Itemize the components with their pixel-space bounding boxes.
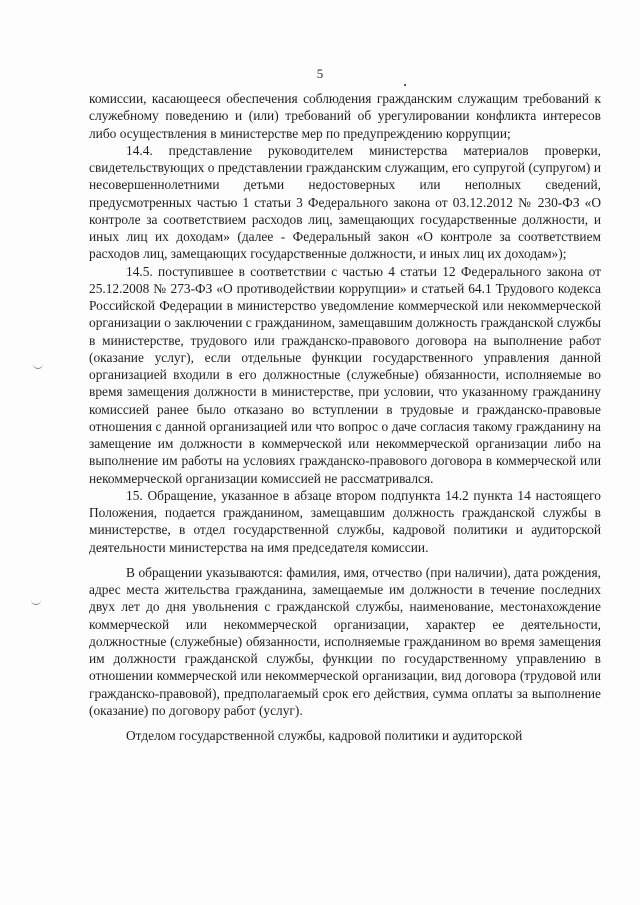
paragraph: 15. Обращение, указанное в абзаце втором подпункта 14.2 пункта 14 настоящего Положения, подается гражданином, замещавшим должность гражданской службы в министерстве, в отдел государственной службы, кадровой политики и аудиторской деятельности министерства на имя председателя комиссии.: [89, 487, 601, 555]
paragraph: 14.4. представление руководителем министерства материалов проверки, свидетельствующих о представлении гражданским служащим, его супругой (супругом) и несовершеннолетними детьми недостоверных или неполных сведений, предусмотренных частью 1 статьи 3 Федерального закона от 03.12.2012 № 230-ФЗ «О контроле за соответствием расходов лиц, замещающих государственные должности, и иных лиц их доходам» (далее - Федеральный закон «О контроле за соответствием расходов лиц, замещающих государственные должности, и иных лиц их доходам»);: [89, 142, 601, 262]
scan-speck: [404, 84, 406, 86]
paragraph: Отделом государственной службы, кадровой политики и аудиторской: [126, 728, 523, 743]
margin-mark: [33, 362, 43, 369]
paragraph: В обращении указываются: фамилия, имя, отчество (при наличии), дата рождения, адрес места жительства гражданина, замещаемые им должности в течение последних двух лет до дня увольнения с гражданской службы, наименование, местонахождение коммерческой или некоммерческой организации, характер ее деятельности, должностные (служебные) обязанности, исполняемые гражданином во время замещения им должности гражданской службы, функции по государственному управлению в отношении коммерческой или некоммерческой организации, вид договора (трудовой или гражданско-правовой), предполагаемый срок его действия, сумма оплаты за выполнение (оказание) по договору работ (услуг).: [89, 564, 601, 718]
document-body: [89, 90, 601, 744]
margin-mark: [31, 598, 41, 605]
paragraph: комиссии, касающееся обеспечения соблюдения гражданским служащим требований к служебному поведению и (или) требований об урегулировании конфликта интересов либо осуществления в министерстве мер по предупреждению коррупции;: [89, 91, 601, 141]
paragraph: 14.5. поступившее в соответствии с частью 4 статьи 12 Федерального закона от 25.12.2008 № 273-ФЗ «О противодействии коррупции» и статьей 64.1 Трудового кодекса Российской Федерации в министерство уведомление коммерческой или некоммерческой организации о заключении с гражданином, замещавшим должность гражданской службы в министерстве, трудового или гражданско-правового договора на выполнение работ (оказание услуг), если отдельные функции государственного управления данной организацией входили в его должностные (служебные) обязанности, исполняемые во время замещения должности в министерстве, при условии, что указанному гражданину комиссией ранее было отказано во вступлении в трудовые и гражданско-правовые отношения с данной организацией или что вопрос о даче согласия такому гражданину на замещение им должности в коммерческой или некоммерческой организации либо на выполнение им работы на условиях гражданско-правового договора в коммерческой или некоммерческой организации комиссией не рассматривался.: [89, 263, 601, 486]
page-number: 5: [316, 66, 324, 81]
